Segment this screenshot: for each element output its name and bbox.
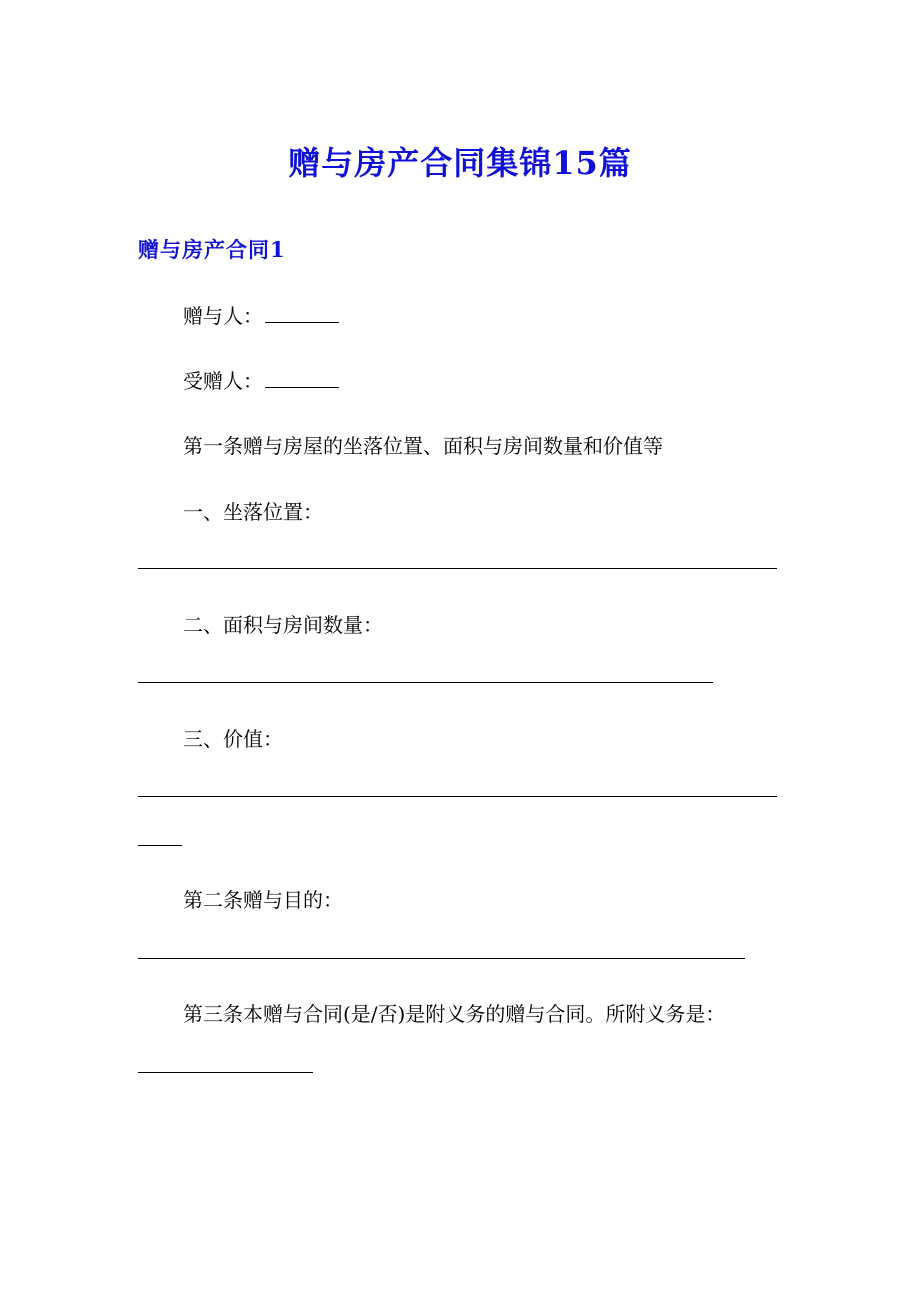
section-heading: 赠与房产合同1 xyxy=(138,237,286,262)
article-2: 第二条赠与目的： xyxy=(183,888,343,912)
obligation-blank-rule xyxy=(138,1072,313,1073)
item-value: 三、价值： xyxy=(183,727,283,751)
article-3: 第三条本赠与合同(是/否)是附义务的赠与合同。所附义务是： xyxy=(183,1002,726,1026)
item-location: 一、坐落位置： xyxy=(183,500,323,524)
donor-label: 赠与人： xyxy=(183,304,263,328)
donee-line xyxy=(183,366,339,396)
donor-blank xyxy=(265,304,339,323)
donee-label: 受赠人： xyxy=(183,369,263,393)
document-title: 赠与房产合同集锦15篇 xyxy=(288,144,632,182)
value-blank-rule-continued xyxy=(138,845,182,846)
donor-line xyxy=(183,301,339,331)
purpose-blank-rule xyxy=(138,958,745,959)
area-blank-rule xyxy=(138,682,713,683)
item-area-rooms: 二、面积与房间数量： xyxy=(183,613,383,637)
value-blank-rule xyxy=(138,796,777,797)
donee-blank xyxy=(265,369,339,388)
article-1: 第一条赠与房屋的坐落位置、面积与房间数量和价值等 xyxy=(183,434,663,458)
location-blank-rule xyxy=(138,568,777,569)
